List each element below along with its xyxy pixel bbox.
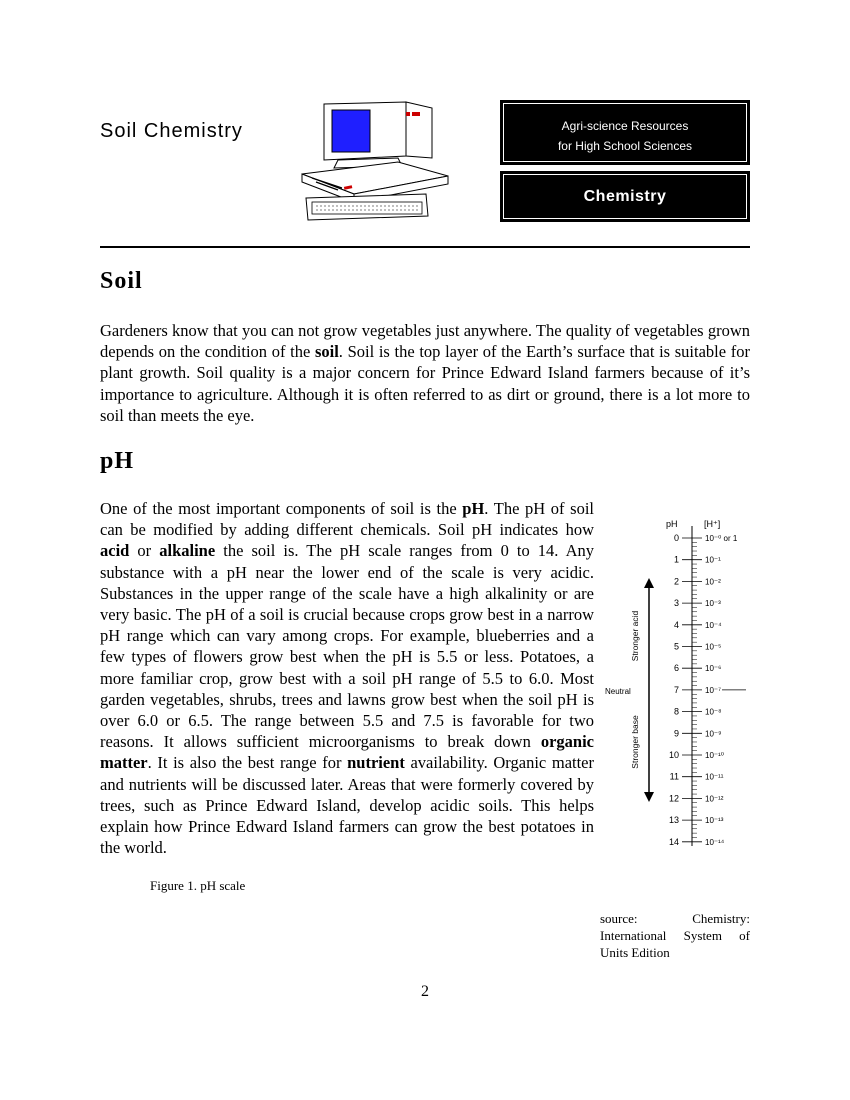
ph-value-label: 12 — [668, 793, 679, 804]
h-concentration-label: 10⁻⁰ or 1 — [705, 534, 738, 543]
text-run: the soil is. The pH scale ranges from 0 to 14. Any substance with a pH near the lower end of the scale is very acidic. Substances in the upper range of the scale have a high alkalinity or are very basic. The pH of a soil is crucial because crops grow best in a narrow pH range which can vary among crops. For example, blueberries and a few types of flowers grow best when the pH is 5.5 or less. Potatoes, a more familiar crop, grow best with a soil pH range of 5.5 to 6.0. Most garden vegetables, shrubs, trees and lawns grow best when the soil pH is over 6.0 or 6.5. The range between 5.5 and 7.5 is favorable for two reasons. It allows sufficient microorganisms to break down — [100, 541, 594, 752]
resources-banner — [500, 100, 750, 165]
bold-term: soil — [314, 342, 339, 362]
h-concentration-label: 10⁻⁵ — [705, 642, 722, 652]
h-concentration-label: 10⁻¹² — [705, 794, 724, 804]
text-run: availability. Organic matter and nutrients will be discussed later. Areas that were formerly covered by trees, such as Prince Edward Island, develop acidic soils. This helps explain how Prince Edward Island farmers can grow the best potatoes in the world. — [100, 753, 594, 858]
h-concentration-label: 10⁻⁸ — [705, 707, 722, 717]
h-concentration-label: 10⁻¹¹ — [705, 772, 724, 782]
neutral-label: Neutral — [605, 687, 631, 696]
ph-value-label: 5 — [673, 641, 679, 652]
ph-value-label: 13 — [668, 815, 679, 826]
ph-column-header: pH — [666, 519, 678, 529]
page-number: 2 — [421, 983, 429, 1000]
h-concentration-label: 10⁻⁹ — [705, 729, 722, 739]
ph-value-label: 10 — [668, 750, 679, 760]
ph-value-label: 8 — [673, 706, 679, 717]
ph-value-label: 6 — [673, 663, 679, 674]
h-concentration-label: 10⁻⁶ — [705, 664, 722, 674]
text-run: . The pH of soil can be modified by adding different chemicals. Soil pH indicates how — [100, 499, 594, 540]
h-concentration-label: 10⁻⁴ — [705, 620, 722, 630]
h-concentration-label: 10⁻² — [705, 577, 721, 587]
soil-paragraph — [100, 320, 750, 426]
h-concentration-label: 10⁻¹ — [705, 555, 721, 565]
ph-value-label: 2 — [673, 576, 679, 587]
h-concentration-label: 10⁻¹³ — [705, 816, 724, 826]
h-concentration-label: 10⁻¹⁰ — [705, 751, 724, 760]
ph-value-label: 9 — [673, 728, 679, 739]
subject-banner — [500, 171, 750, 222]
subject-label: Chemistry — [583, 188, 667, 205]
bold-term: nutrient — [347, 753, 405, 773]
text-run: or — [129, 541, 160, 561]
ph-value-label: 3 — [673, 598, 679, 609]
ph-value-label: 11 — [669, 771, 679, 782]
text-run: Gardeners know that you can not grow vegetables just anywhere. The quality of vegetables grown depends on the condition of the — [100, 321, 750, 362]
ph-scale-figure — [600, 512, 752, 852]
bold-term: acid — [100, 541, 130, 561]
source-text-last-line: Units Edition — [600, 945, 670, 960]
h-concentration-label: 10⁻⁷ — [705, 685, 722, 695]
h-concentration-label: 10⁻³ — [705, 599, 721, 609]
ph-value-label: 1 — [673, 554, 679, 565]
bold-term: alkaline — [159, 541, 216, 561]
arrow-down-icon — [644, 792, 654, 802]
h-concentration-label: 10⁻¹⁴ — [705, 837, 725, 847]
h-concentration-header: [H⁺] — [704, 519, 721, 529]
ph-value-label: 0 — [673, 533, 679, 543]
ph-heading: pH — [100, 448, 135, 474]
text-run: One of the most important components of soil is the — [100, 499, 463, 518]
source-text: source: Chemistry: International System of — [600, 911, 750, 943]
figure-caption: Figure 1. pH scale — [150, 878, 246, 893]
computer-illustration-icon — [298, 98, 458, 224]
ph-value-label: 4 — [673, 619, 679, 630]
ph-value-label: 14 — [668, 836, 679, 847]
stronger-acid-label: Stronger acid — [630, 610, 640, 662]
soil-heading: Soil — [100, 268, 143, 294]
resources-line-2: for High School Sciences — [557, 139, 693, 153]
text-run: . Soil is the top layer of the Earth’s surface that is suitable for plant growth. Soil quality is a major concern for Prince Edward Island farmers because of it’s importance to agriculture. Although it is often referred to as dirt or ground, there is a lot more to soil than meets the eye. — [100, 342, 750, 425]
figure-source — [600, 910, 750, 961]
ph-paragraph — [100, 498, 594, 858]
bold-term: organic matter — [100, 732, 594, 773]
text-run: . It is also the best range for — [147, 753, 348, 773]
scale-ticks — [669, 533, 746, 847]
ph-value-label: 7 — [673, 684, 679, 695]
document-title: Soil Chemistry — [100, 120, 243, 142]
bold-term: pH — [462, 499, 485, 518]
arrow-up-icon — [644, 578, 654, 588]
resources-line-1: Agri-science Resources — [561, 119, 689, 133]
stronger-base-label: Stronger base — [630, 715, 640, 769]
header-divider — [100, 246, 750, 248]
